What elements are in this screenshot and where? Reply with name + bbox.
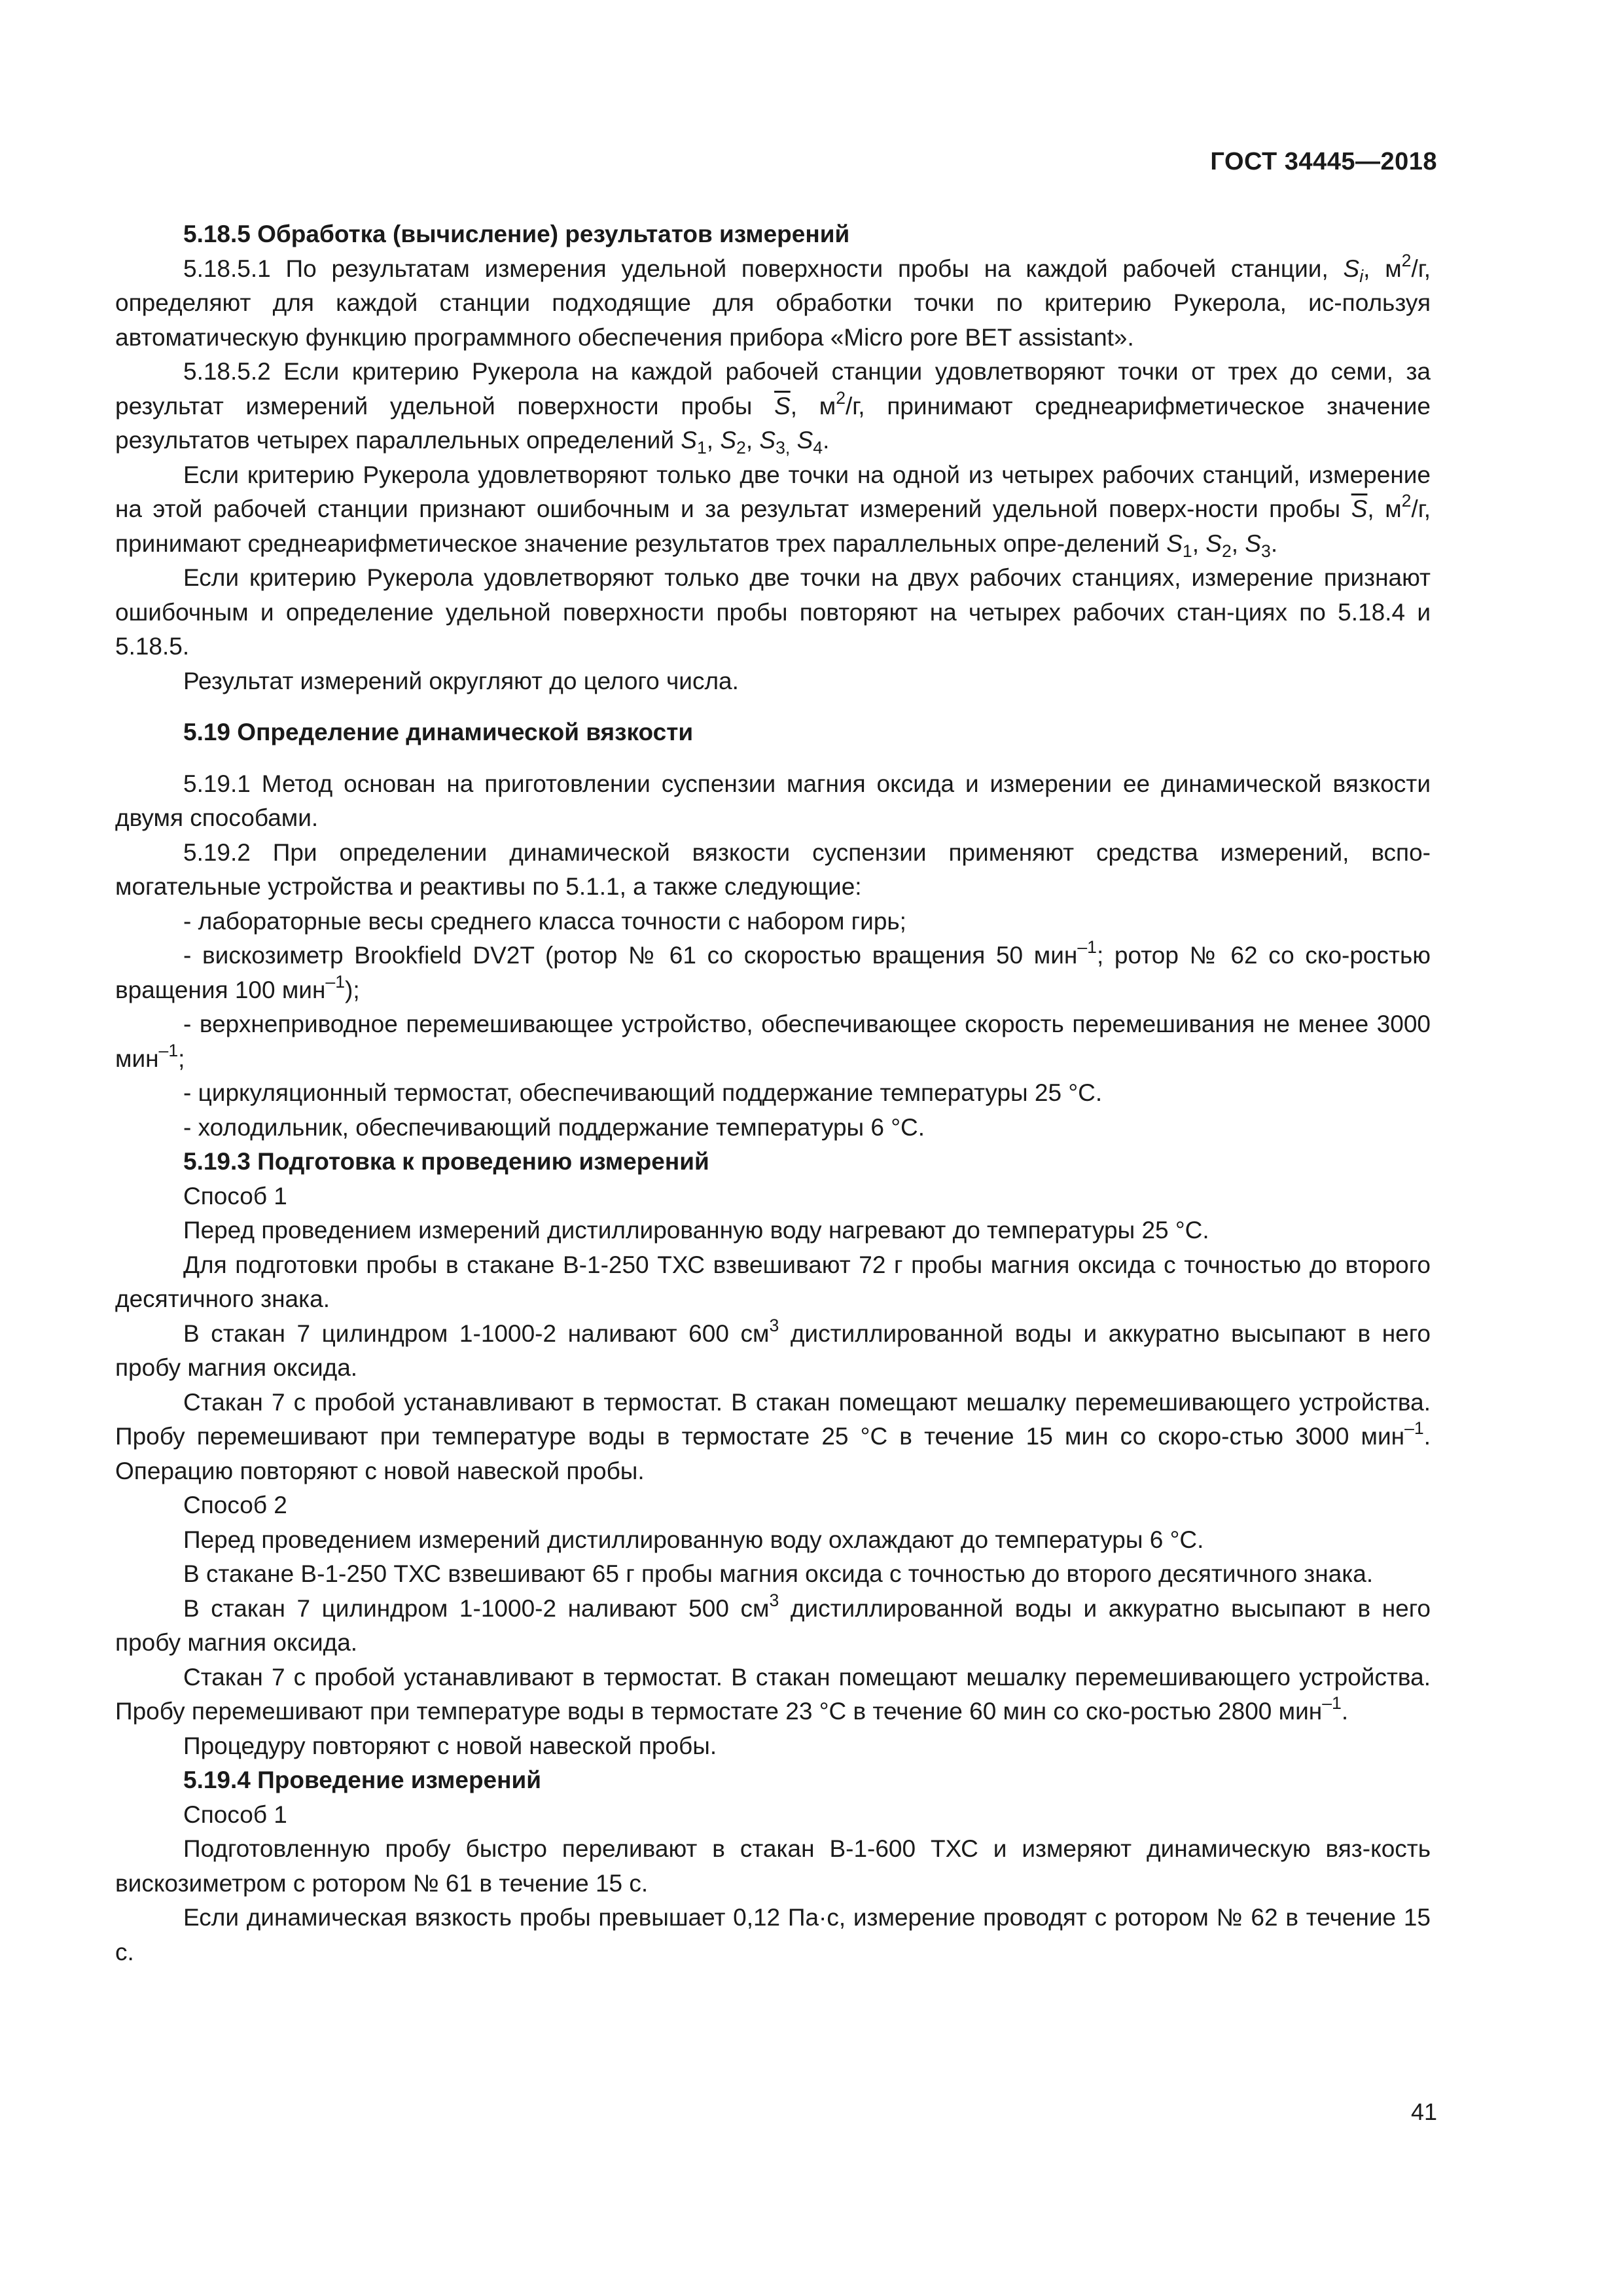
document-code: ГОСТ 34445—2018 [1210,148,1437,175]
paragraph-m1-heat-water: Перед проведением измерений дистиллированную воду нагревают до температуры 25 °С. [183,1217,1209,1244]
list-item-refrigerator: - холодильник, обеспечивающий поддержание температуры 6 °С. [183,1113,925,1141]
paragraph-m2-cool-water: Перед проведением измерений дистиллированную воду охлаждают до температуры 6 °С. [183,1526,1204,1553]
method-1-label: Способ 1 [183,1182,287,1210]
method-2-label: Способ 2 [183,1492,287,1518]
page-number: 41 [1410,2098,1437,2125]
list-item-thermostat: - циркуляционный термостат, обеспечивающий поддержание температуры 25 °С. [183,1079,1103,1106]
list-item-balance: - лабораторные весы среднего класса точности с набором гирь; [183,907,906,935]
paragraph-5-18-5-1: 5.18.5.1 По результатам измерения удельной поверхности пробы на каждой рабочей станции, $S_i$, $м^2/г$, определяют для каждой станции подходящие для обработки точки по критерию Рукерола, ис-пользуя автоматическую функцию программного обеспечения прибора «Micro pore BET assistant». [115,250,1431,351]
paragraph-5-18-5-2: 5.18.5.2 Если критерию Рукерола на каждой рабочей станции удовлетворяют точки от трех до семи, за результат измерений удельной поверхности пробы $\overline{S}$, $м^2/г$, принимают среднеарифметическое значение результатов четырех параллельных определений $S_1$, $S_2$, $S_{3,}$ $S_4$. [115,358,1431,457]
paragraph-ruckerol-one-station: Если критерию Рукерола удовлетворяют только две точки на одной из четырех рабочих станций, измерение на этой рабочей станции признают ошибочным и за результат измерений удельной поверх-ности пробы $\overline{S}$, $м^2/г$, принимают среднеарифметическое значение результатов трех параллельных опре-делений $S_1$, $S_2$, $S_3$. [115,461,1431,561]
paragraph-measure-transfer: Подготовленную пробу быстро переливают в стакан В-1-600 ТХС и измеряют динамическую вяз-кость вискозиметром с ротором № 61 в течение 15 с. [115,1835,1431,1897]
list-item-viscometer: - вискозиметр Brookfield DV2T (ротор № 61 со скоростью вращения 50 мин$^{-1}$; ротор № 62 со ско-ростью вращения 100 мин$^{-1}$); [115,937,1431,1003]
paragraph-rounding: Результат измерений округляют до целого числа. [183,667,739,694]
paragraph-m1-stir: Стакан 7 с пробой устанавливают в термостат. В стакан помещают мешалку перемешивающего устройства. Пробу перемешивают при температуре воды в термостате 25 °С в течение 15 мин со скоро-стью 3000 мин$^{-1}$. Операцию повторяют с новой навеской пробы. [115,1388,1431,1484]
paragraph-measure-rotor-62: Если динамическая вязкость пробы превышает 0,12 Па·с, измерение проводят с ротором № 62 в течение 15 с. [115,1904,1431,1965]
paragraph-m2-stir: Стакан 7 с пробой устанавливают в термостат. В стакан помещают мешалку перемешивающего устройства. Пробу перемешивают при температуре воды в термостате 23 °С в течение 60 мин со ско-ростью 2800 мин$^{-1}$. [115,1663,1431,1725]
section-heading-5-18-5: 5.18.5 Обработка (вычисление) результатов измерений [183,221,850,247]
section-heading-5-19: 5.19 Определение динамической вязкости [183,719,694,745]
list-item-stirrer: - верхнеприводное перемешивающее устройство, обеспечивающее скорость перемешивания не менее 3000 мин$^{-1}$; [115,1011,1431,1072]
document-body [115,217,1431,1969]
section-heading-5-19-3: 5.19.3 Подготовка к проведению измерений [183,1148,709,1175]
paragraph-m1-weigh: Для подготовки пробы в стакане В-1-250 ТХС взвешивают 72 г пробы магния оксида с точностью до второго десятичного знака. [115,1251,1431,1312]
paragraph-5-19-2: 5.19.2 При определении динамической вязкости суспензии применяют средства измерений, вспо-могательные устройства и реактивы по 5.1.1, а также следующие: [115,838,1431,900]
paragraph-ruckerol-two-stations: Если критерию Рукерола удовлетворяют только две точки на двух рабочих станциях, измерение признают ошибочным и определение удельной поверхности пробы повторяют на четырех рабочих стан-циях по 5.18.4 и 5.18.5. [115,564,1431,660]
paragraph-m1-pour: В стакан 7 цилиндром 1-1000-2 наливают 600 $см^3$ дистиллированной воды и аккуратно высыпают в него пробу магния оксида. [115,1315,1431,1381]
paragraph-m2-weigh: В стакане В-1-250 ТХС взвешивают 65 г пробы магния оксида с точностью до второго десятичного знака. [183,1560,1374,1587]
paragraph-m2-pour: В стакан 7 цилиндром 1-1000-2 наливают 500 $см^3$ дистиллированной воды и аккуратно высыпают в него пробу магния оксида. [115,1590,1431,1656]
measure-method-1-label: Способ 1 [183,1801,287,1828]
paragraph-m2-repeat: Процедуру повторяют с новой навеской пробы. [183,1732,717,1759]
section-heading-5-19-4: 5.19.4 Проведение измерений [183,1767,541,1793]
paragraph-5-19-1: 5.19.1 Метод основан на приготовлении суспензии магния оксида и измерении ее динамической вязкости двумя способами. [115,770,1431,831]
